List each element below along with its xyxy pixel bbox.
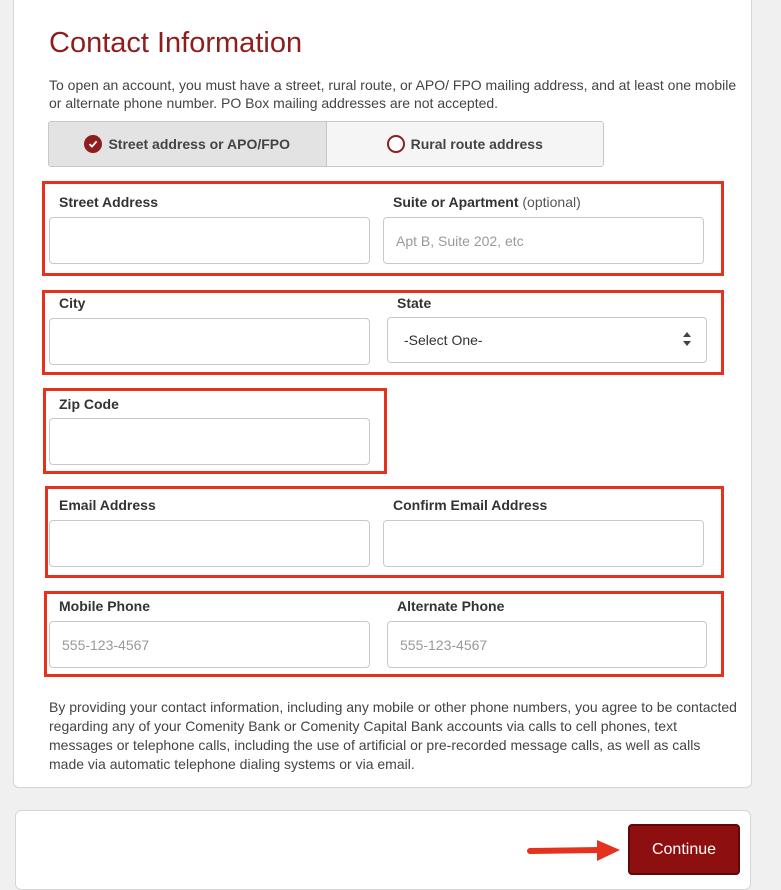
confirm-email-label: Confirm Email Address	[393, 497, 548, 513]
zip-code-label: Zip Code	[59, 396, 119, 412]
suite-input[interactable]	[383, 217, 704, 264]
confirm-email-input[interactable]	[383, 520, 704, 567]
state-selected-value: -Select One-	[404, 332, 483, 348]
continue-button[interactable]: Continue	[628, 824, 740, 875]
page-title: Contact Information	[49, 27, 303, 59]
select-arrows-icon	[682, 329, 692, 352]
mobile-phone-label: Mobile Phone	[59, 598, 150, 614]
city-input[interactable]	[49, 318, 370, 365]
radio-unchecked-icon	[387, 135, 405, 153]
email-input[interactable]	[49, 520, 370, 567]
radio-checked-icon	[84, 135, 102, 153]
suite-label	[393, 194, 581, 210]
consent-disclaimer: By providing your contact information, including any mobile or other phone numbers, you agree to be contacted regarding any of your Comenity Bank or Comenity Capital Bank accounts via calls to cell phones, text messages or telephone calls, including the use of artificial or pre-recorded message calls, as well as calls made via automatic telephone dialing systems or via email.	[49, 699, 737, 772]
street-address-input[interactable]	[49, 217, 370, 264]
state-label: State	[397, 295, 432, 311]
email-label: Email Address	[59, 497, 156, 513]
zip-code-input[interactable]	[49, 418, 370, 465]
alternate-phone-input[interactable]	[387, 621, 707, 668]
mobile-phone-input[interactable]	[49, 621, 370, 668]
rural-route-option-label: Rural route address	[410, 136, 543, 152]
intro-text: To open an account, you must have a street, rural route, or APO/ FPO mailing address, and at least one mobile or alternate phone number. PO Box mailing addresses are not accepted.	[49, 77, 737, 111]
city-label: City	[59, 295, 86, 311]
alternate-phone-label: Alternate Phone	[397, 598, 505, 614]
suite-label-text: Suite or Apartment	[393, 194, 519, 210]
state-select[interactable]	[387, 317, 707, 363]
annotation-arrow-icon	[527, 838, 623, 864]
street-address-option-label: Street address or APO/FPO	[108, 136, 291, 152]
optional-note: (optional)	[522, 194, 581, 210]
rural-route-option[interactable]	[326, 122, 604, 166]
street-address-option[interactable]	[49, 122, 326, 166]
address-type-toggle	[48, 121, 604, 167]
street-address-label: Street Address	[59, 194, 159, 210]
